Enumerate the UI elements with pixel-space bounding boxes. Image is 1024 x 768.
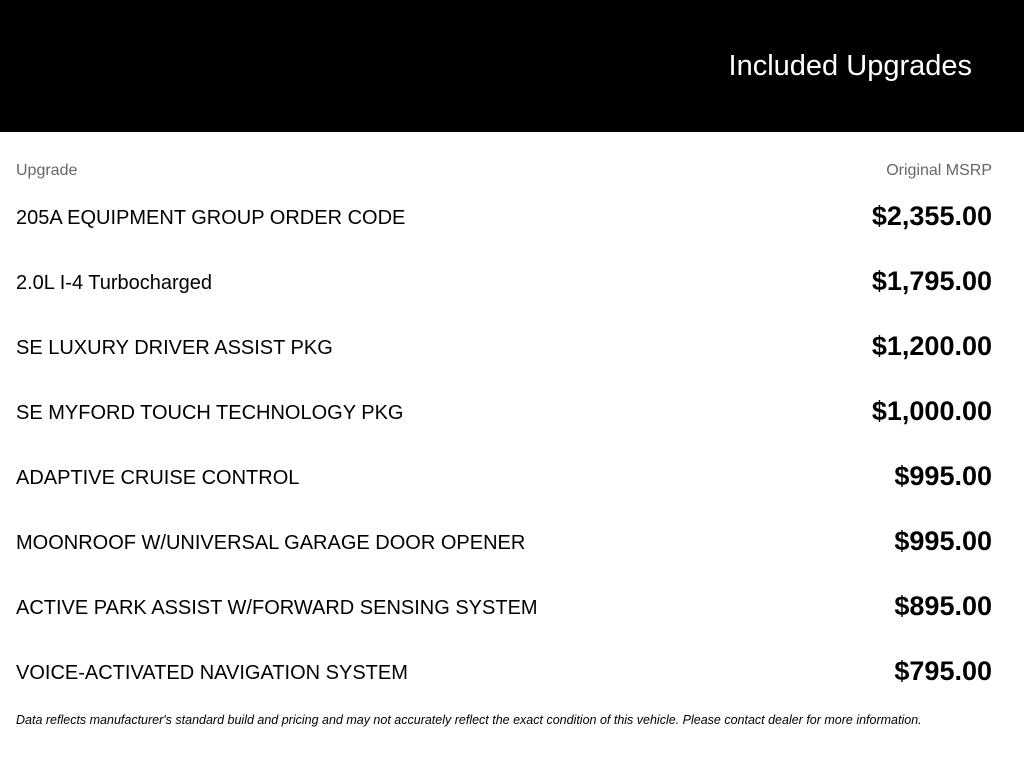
disclaimer-text: Data reflects manufacturer's standard build and pricing and may not accurately reflect the exact condition of this vehicle. Please contact dealer for more information. bbox=[16, 713, 922, 727]
upgrade-name: MOONROOF W/UNIVERSAL GARAGE DOOR OPENER bbox=[16, 532, 526, 554]
upgrade-price: $1,000.00 bbox=[871, 396, 992, 426]
upgrade-price: $2,355.00 bbox=[871, 201, 992, 231]
table-row bbox=[16, 256, 992, 321]
upgrade-name: SE LUXURY DRIVER ASSIST PKG bbox=[16, 337, 333, 359]
upgrade-name: 2.0L I-4 Turbocharged bbox=[16, 272, 213, 294]
upgrade-name: ADAPTIVE CRUISE CONTROL bbox=[16, 467, 300, 489]
upgrade-name: VOICE-ACTIVATED NAVIGATION SYSTEM bbox=[16, 662, 408, 684]
table-row bbox=[16, 321, 992, 386]
upgrades-table bbox=[16, 158, 992, 686]
table-row bbox=[16, 646, 992, 711]
upgrade-price: $1,795.00 bbox=[871, 266, 992, 296]
upgrade-name: 205A EQUIPMENT GROUP ORDER CODE bbox=[16, 207, 406, 229]
upgrade-price: $1,200.00 bbox=[871, 331, 992, 361]
table-header-row bbox=[16, 158, 992, 184]
upgrade-price: $895.00 bbox=[894, 591, 992, 621]
upgrade-name: SE MYFORD TOUCH TECHNOLOGY PKG bbox=[16, 402, 404, 424]
header-bar bbox=[0, 0, 1024, 132]
upgrade-name: ACTIVE PARK ASSIST W/FORWARD SENSING SYSTEM bbox=[16, 597, 538, 619]
column-header-msrp: Original MSRP bbox=[886, 162, 992, 179]
table-row bbox=[16, 451, 992, 516]
column-header-upgrade: Upgrade bbox=[16, 162, 78, 179]
upgrades-list bbox=[16, 191, 992, 711]
upgrade-price: $795.00 bbox=[894, 656, 992, 686]
upgrade-price: $995.00 bbox=[894, 461, 992, 491]
table-row bbox=[16, 581, 992, 646]
table-row bbox=[16, 386, 992, 451]
table-row bbox=[16, 516, 992, 581]
upgrade-price: $995.00 bbox=[894, 526, 992, 556]
table-row bbox=[16, 191, 992, 256]
page-title: Included Upgrades bbox=[728, 50, 972, 82]
